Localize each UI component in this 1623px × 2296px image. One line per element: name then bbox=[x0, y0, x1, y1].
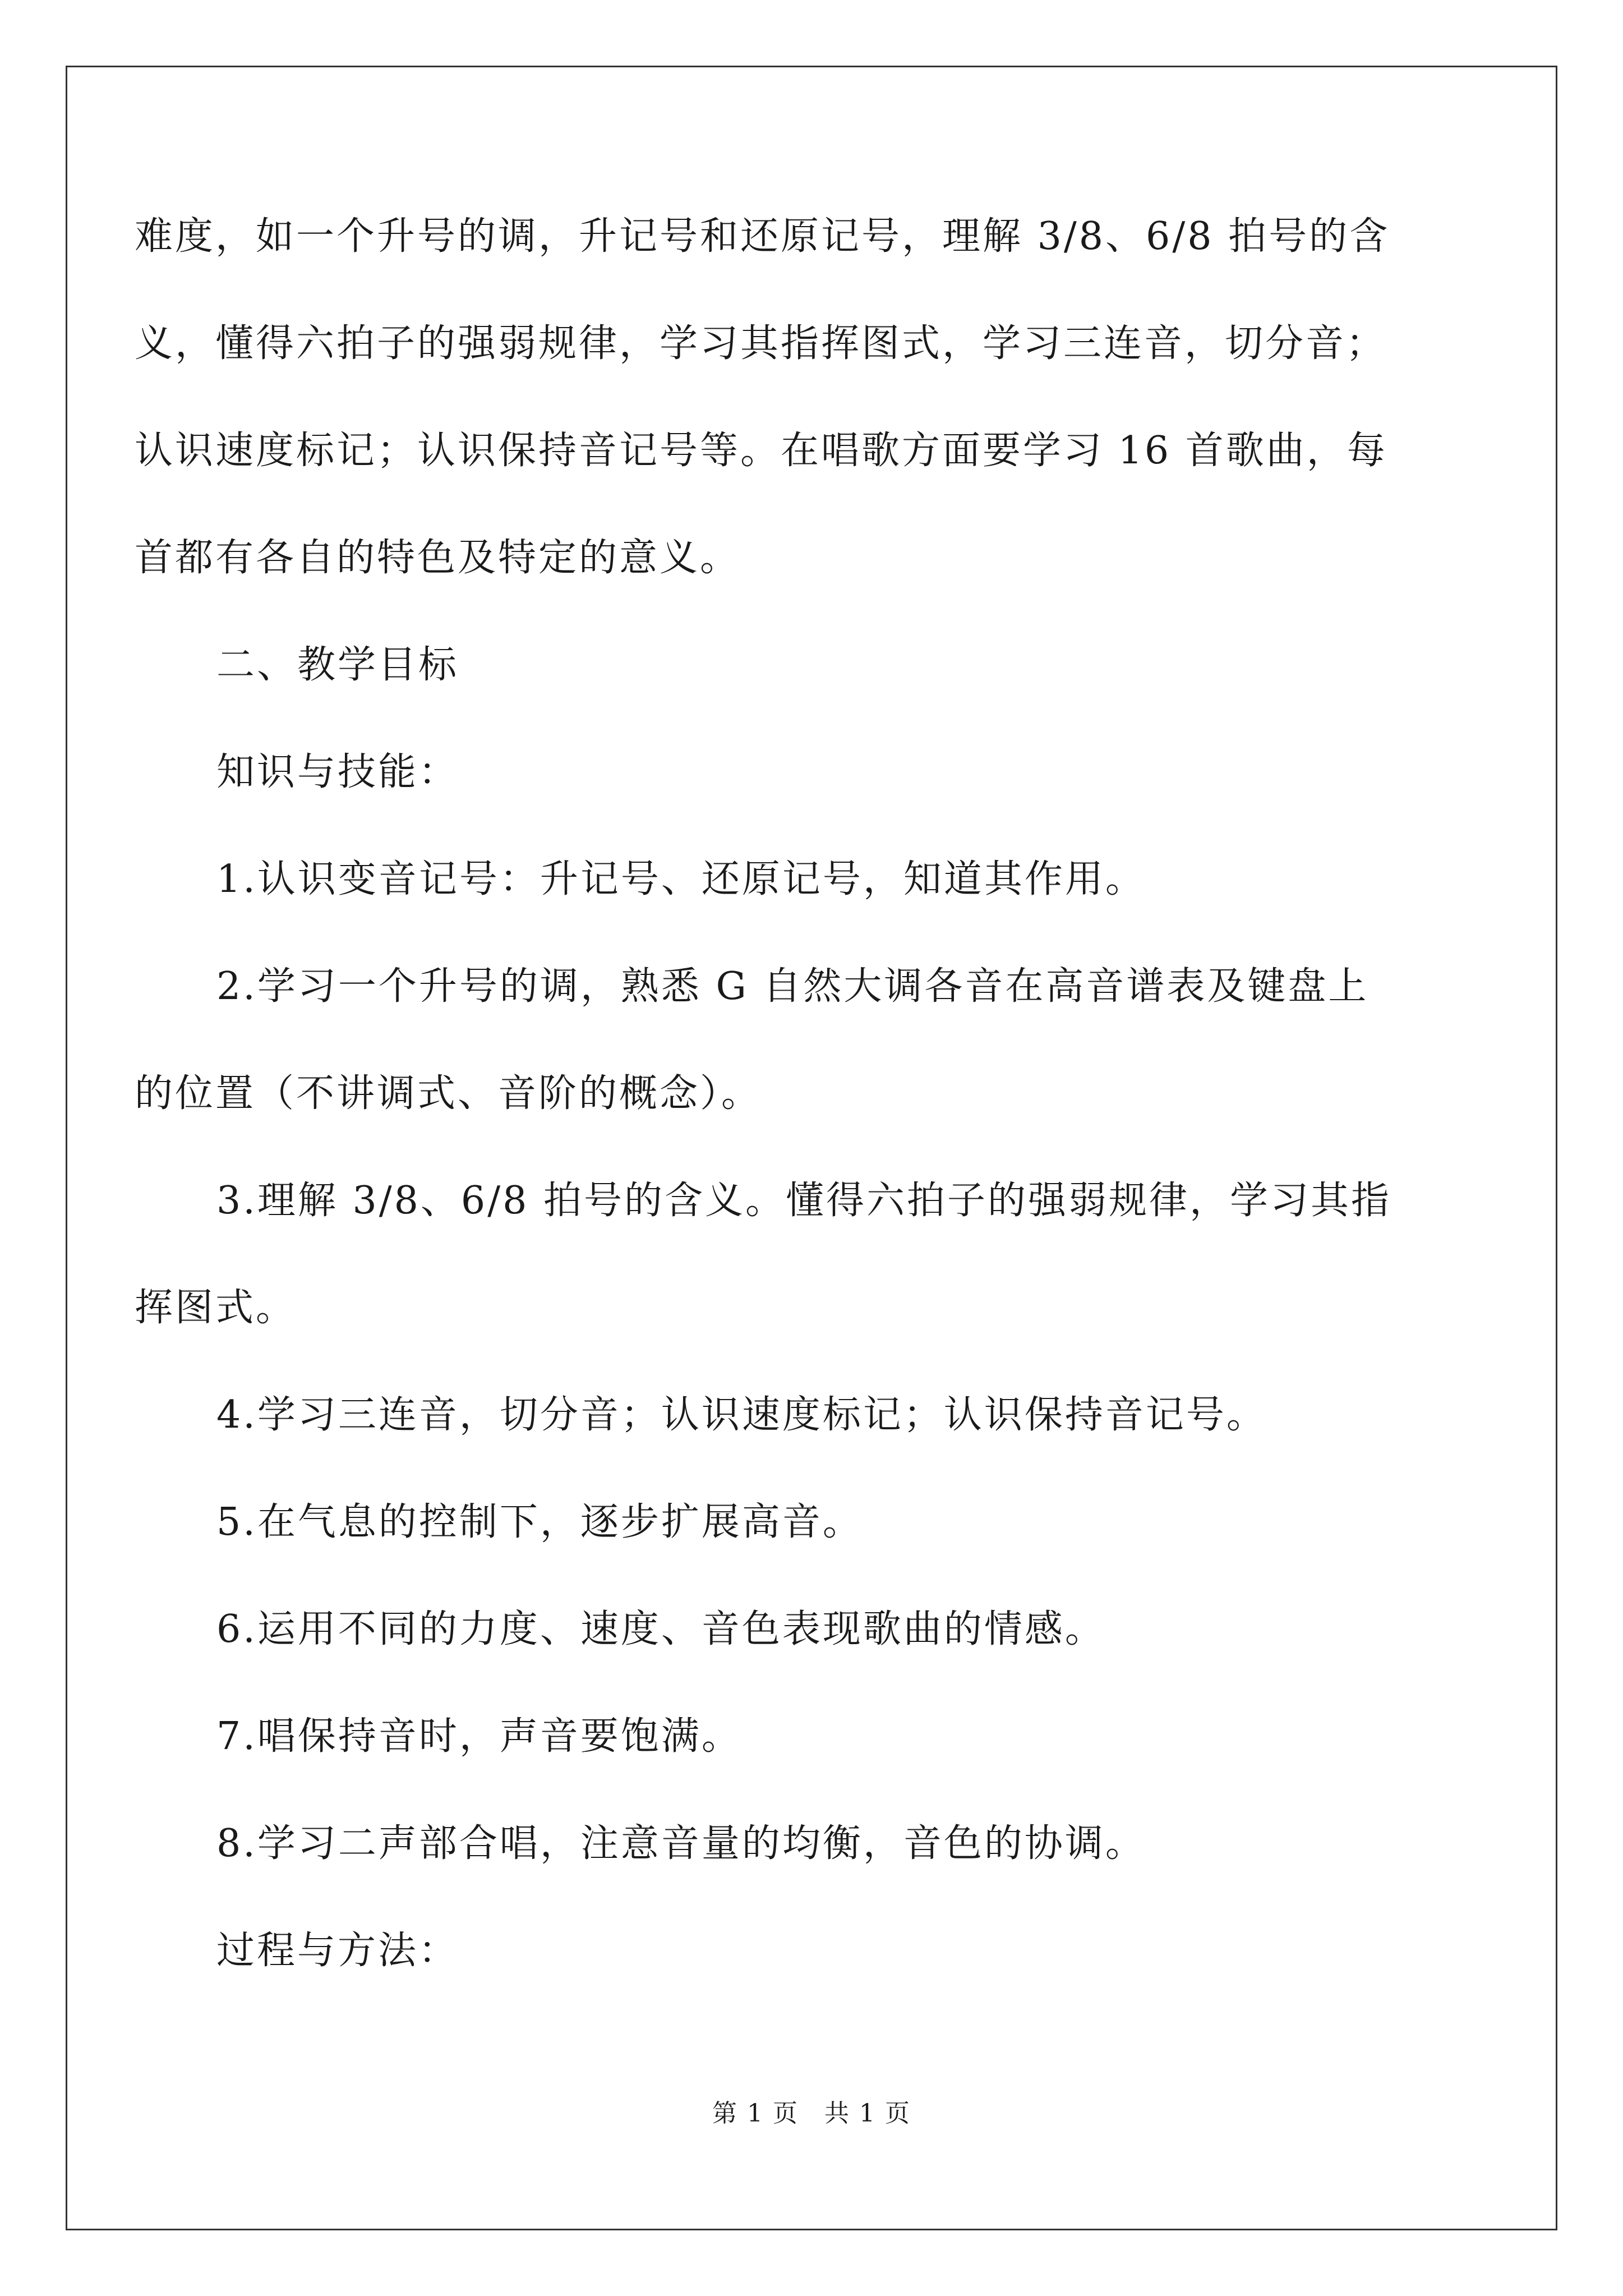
subheading-knowledge-skills: 知识与技能： bbox=[216, 750, 459, 794]
list-item-2-line-1: 2.学习一个升号的调，熟悉 G 自然大调各音在高音谱表及键盘上 bbox=[216, 964, 1369, 1009]
paragraph-line: 认识速度标记；认识保持音记号等。在唱歌方面要学习 16 首歌曲，每 bbox=[135, 429, 1387, 473]
list-item-6: 6.运用不同的力度、速度、音色表现歌曲的情感。 bbox=[216, 1607, 1105, 1651]
page-footer: 第 1 页 共 1 页 bbox=[712, 2099, 911, 2128]
list-item-3-line-1: 3.理解 3/8、6/8 拍号的含义。懂得六拍子的强弱规律，学习其指 bbox=[216, 1179, 1391, 1223]
subheading-process-methods: 过程与方法： bbox=[216, 1929, 459, 1973]
paragraph-line: 义，懂得六拍子的强弱规律，学习其指挥图式，学习三连音，切分音； bbox=[135, 321, 1387, 366]
paragraph-line: 难度，如一个升号的调，升记号和还原记号，理解 3/8、6/8 拍号的含 bbox=[135, 214, 1390, 259]
page-border bbox=[66, 66, 1557, 2230]
section-heading-goals: 二、教学目标 bbox=[216, 643, 459, 687]
list-item-1: 1.认识变音记号：升记号、还原记号，知道其作用。 bbox=[216, 857, 1146, 901]
list-item-4: 4.学习三连音，切分音；认识速度标记；认识保持音记号。 bbox=[216, 1393, 1267, 1437]
list-item-8: 8.学习二声部合唱，注意音量的均衡，音色的协调。 bbox=[216, 1821, 1146, 1866]
list-item-5: 5.在气息的控制下，逐步扩展高音。 bbox=[216, 1500, 863, 1544]
paragraph-line: 首都有各自的特色及特定的意义。 bbox=[135, 536, 741, 580]
list-item-2-line-2: 的位置（不讲调式、音阶的概念）。 bbox=[135, 1071, 762, 1116]
list-item-3-line-2: 挥图式。 bbox=[135, 1286, 297, 1330]
list-item-7: 7.唱保持音时，声音要饱满。 bbox=[216, 1714, 742, 1759]
